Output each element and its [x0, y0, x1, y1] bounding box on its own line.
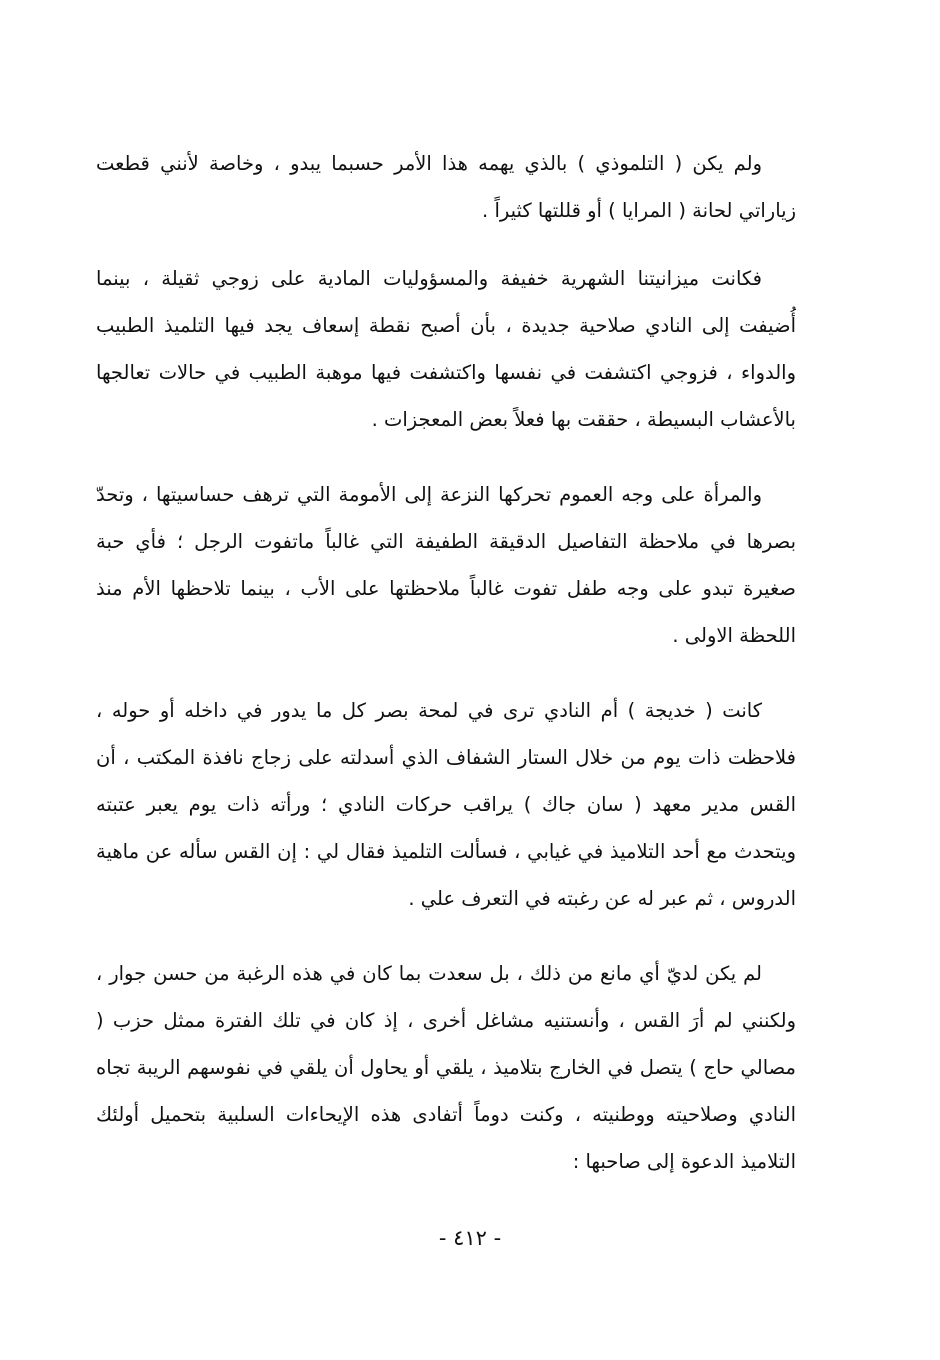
paragraph-4: كانت ( خديجة ) أم النادي ترى في لمحة بصر كل ما يدور في داخله أو حوله ، فلاحظت ذات يوم من خلال الستار الشفاف الذي أسدلته على زجاج نافذة المكتب ، أن القس مدير معهد ( سان جاك ) يراقب حركات النادي ؛ ورأته ذات يوم يعبر عتبته ويتحدث مع أحد التلاميذ في غيابي ، فسألت التلميذ فقال لي : إن القس سأله عن ماهية الدروس ، ثم عبر له عن رغبته في التعرف علي . [96, 699, 796, 910]
paragraph-3: والمرأة على وجه العموم تحركها النزعة إلى الأمومة التي ترهف حساسيتها ، وتحدّ بصرها في ملاحظة التفاصيل الدقيقة الطفيفة التي غالباً ماتفوت الرجل ؛ فأي حبة صغيرة تبدو على وجه طفل تفوت غالباً ملاحظتها على الأب ، بينما تلاحظها الأم منذ اللحظة الاولى . [96, 483, 796, 647]
page-number: - ٤١٢ - [438, 1226, 502, 1250]
body-text [96, 140, 796, 1213]
paragraph-2: فكانت ميزانيتنا الشهرية خفيفة والمسؤوليات المادية على زوجي ثقيلة ، بينما أُضيفت إلى النادي صلاحية جديدة ، بأن أصبح نقطة إسعاف يجد فيها التلميذ الطبيب والدواء ، فزوجي اكتشفت في نفسها واكتشفت فيها موهبة الطبيب في حالات تعالجها بالأعشاب البسيطة ، حققت بها فعلاً بعض المعجزات . [96, 267, 796, 431]
paragraph-5: لم يكن لديّ أي مانع من ذلك ، بل سعدت بما كان في هذه الرغبة من حسن جوار ، ولكنني لم أرَ القس ، وأنستنيه مشاغل أخرى ، إذ كان في تلك الفترة ممثل حزب ( مصالي حاج ) يتصل في الخارج بتلاميذ ، يلقي أو يحاول أن يلقي في نفوسهم الريبة تجاه النادي وصلاحيته ووطنيته ، وكنت دوماً أتفادى هذه الإيحاءات السلبية بتحميل أولئك التلاميذ الدعوة إلى صاحبها : [96, 962, 796, 1173]
paragraph-1: ولم يكن ( التلموذي ) بالذي يهمه هذا الأمر حسبما يبدو ، وخاصة لأنني قطعت زياراتي لحانة ( المرايا ) أو قللتها كثيراً . [96, 152, 796, 222]
